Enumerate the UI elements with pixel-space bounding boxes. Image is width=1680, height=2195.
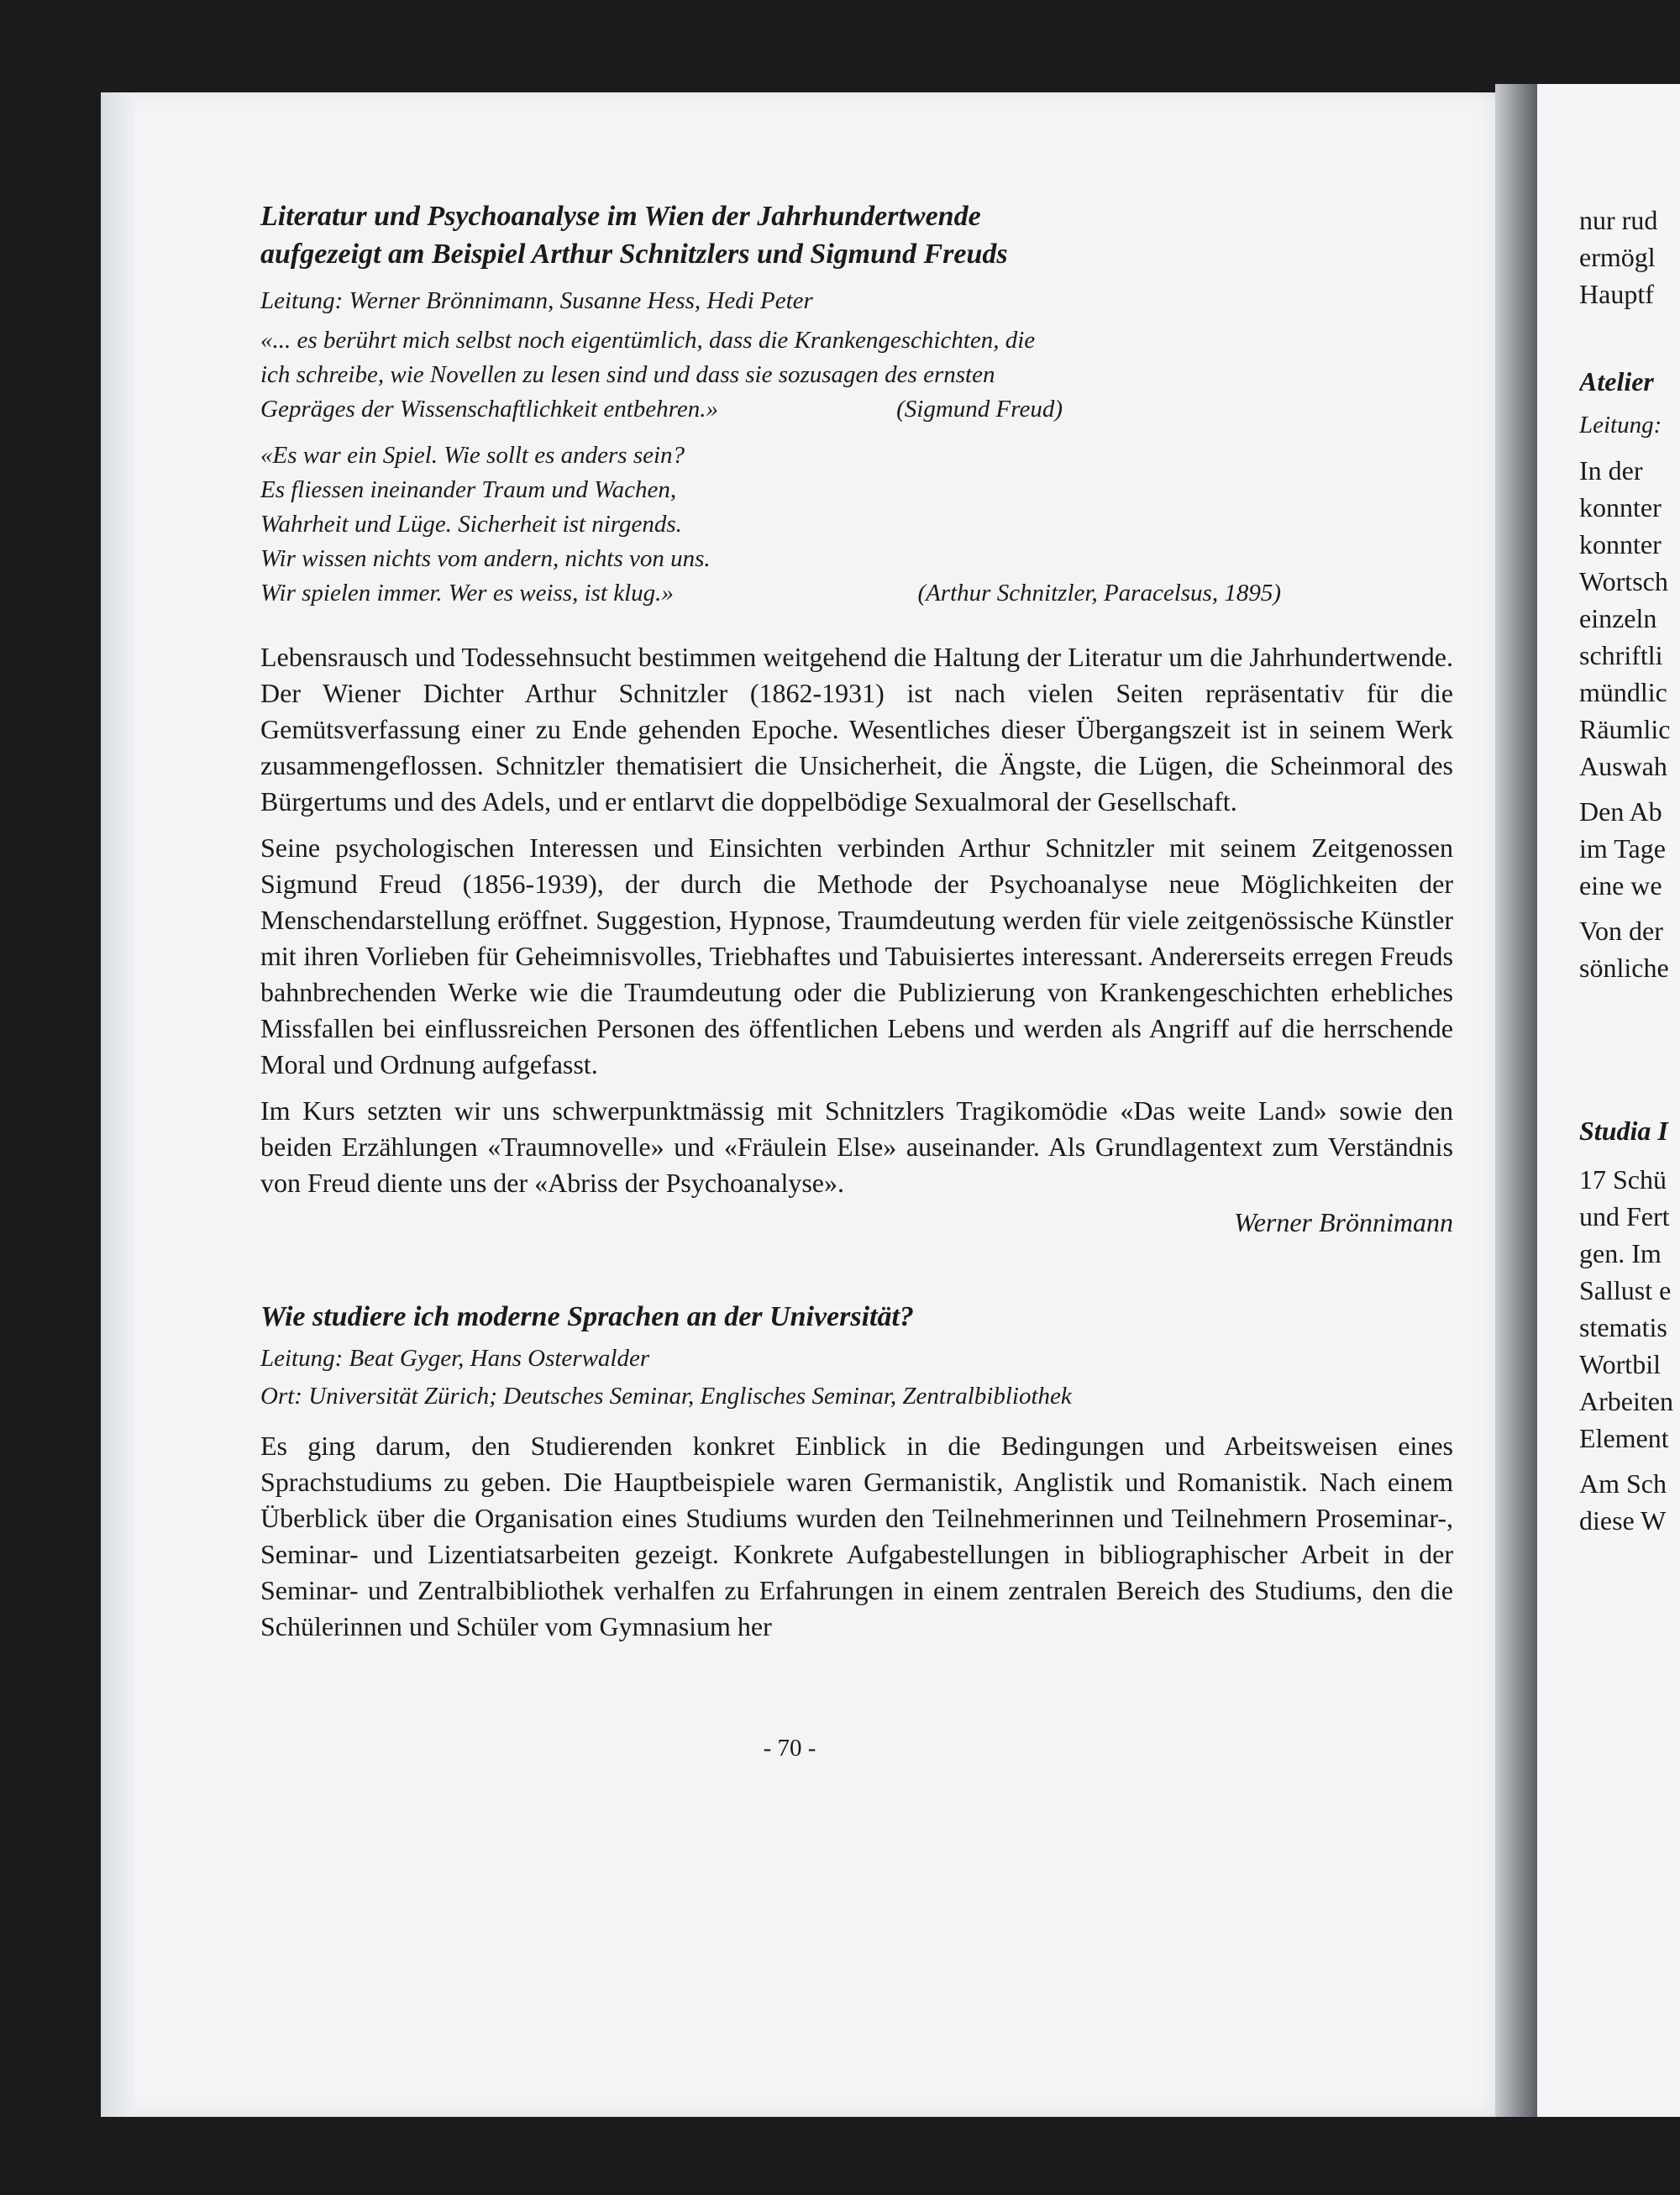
right-line: Auswah — [1579, 751, 1667, 781]
section2 — [260, 1298, 1453, 1645]
right-line: Am Sch — [1579, 1468, 1667, 1499]
right-line: Hauptf — [1579, 279, 1654, 309]
body-paragraph: Es ging darum, den Studierenden konkret Einblick in die Bedingungen und Arbeitsweisen eines Sprachstudiums zu geben. Die Hauptbeispiele waren Germanistik, Anglistik und Romanistik. Nach einem Überblick über die Organisation eines Studiums wurden den Teilnehmerinnen und Teilnehmern Proseminar-, Seminar- und Lizentiatsarbeiten gezeigt. Konkrete Aufgabestellungen in bibliographischer Arbeit in der Seminar- und Zentralbibliothek verhalfen zu Erfahrungen in einem zentralen Bereich des Studiums, den die Schülerinnen und Schüler vom Gymnasium her — [260, 1431, 1453, 1641]
section1-leitung: Leitung: Werner Brönnimann, Susanne Hess, Hedi Peter — [260, 287, 813, 314]
section2-ort: Ort: Universität Zürich; Deutsches Seminar, Englisches Seminar, Zentralbibliothek — [260, 1383, 1072, 1410]
page-number: - 70 - — [763, 1735, 816, 1762]
right-line: nur rud — [1579, 205, 1658, 235]
right-line: In der — [1579, 455, 1643, 486]
quote-line: Es fliessen ineinander Traum und Wachen, — [260, 476, 677, 503]
right-line: sönliche — [1579, 953, 1669, 983]
quote-source: (Sigmund Freud) — [896, 396, 1063, 423]
body-paragraph: Lebensrausch und Todessehnsucht bestimmen weitgehend die Haltung der Literatur um die Jahrhundertwende. Der Wiener Dichter Arthur Schnitzler (1862-1931) ist nach vielen Seiten repräsentativ für die Gemütsverfassung einer zu Ende gehenden Epoche. Wesentliches dieser Übergangszeit ist in seinem Werk zusammengeflossen. Schnitzler thematisiert die Unsicherheit, die Ängste, die Lügen, die Scheinmoral des Bürgertums und des Adels, und er entlarvt die doppelbödige Sexualmoral der Gesellschaft. — [260, 642, 1453, 817]
quote-line: Wir wissen nichts vom andern, nichts von uns. — [260, 545, 711, 572]
section1-title-line2: aufgezeigt am Beispiel Arthur Schnitzlers und Sigmund Freuds — [260, 239, 1008, 270]
right-line: Räumlic — [1579, 714, 1671, 744]
right-line: und Fert — [1579, 1201, 1670, 1231]
section1-title-line1: Literatur und Psychoanalyse im Wien der Jahrhundertwende — [260, 201, 981, 232]
section1-title — [260, 197, 1453, 273]
quote-source: (Arthur Schnitzler, Paracelsus, 1895) — [917, 580, 1281, 607]
right-line: Von der — [1579, 916, 1663, 946]
quote-line: «... es berührt mich selbst noch eigentümlich, dass die Krankengeschichten, die — [260, 327, 1036, 354]
quote-line: Wahrheit und Lüge. Sicherheit ist nirgends. — [260, 511, 682, 538]
right-line: schriftli — [1579, 640, 1663, 670]
schnitzler-quote — [260, 438, 1453, 611]
right-line: Arbeiten — [1579, 1386, 1673, 1416]
page-edge — [101, 92, 134, 2117]
right-page-content — [1579, 202, 1680, 1539]
right-leitung: Leitung: — [1579, 412, 1662, 438]
section2-title: Wie studiere ich moderne Sprachen an der Universität? — [260, 1301, 914, 1332]
author-signature: Werner Brönnimann — [1233, 1207, 1453, 1237]
right-line: konnter — [1579, 529, 1662, 559]
right-line: 17 Schü — [1579, 1164, 1667, 1195]
right-line: Wortbil — [1579, 1349, 1661, 1379]
right-line: stematis — [1579, 1312, 1667, 1342]
left-page-content — [260, 197, 1453, 1655]
right-title: Atelier — [1579, 366, 1654, 396]
right-line: einzeln — [1579, 603, 1657, 633]
right-line: ermögl — [1579, 242, 1656, 272]
right-line: im Tage — [1579, 833, 1666, 864]
right-line: Sallust e — [1579, 1275, 1672, 1305]
body-paragraph: Im Kurs setzten wir uns schwerpunktmässig mit Schnitzlers Tragikomödie «Das weite Land» sowie den beiden Erzählungen «Traumnovelle» und «Fräulein Else» auseinander. Als Grundlagentext zum Verständnis von Freud diente uns der «Abriss der Psychoanalyse». — [260, 1095, 1453, 1198]
right-line: mündlic — [1579, 677, 1667, 707]
quote-line: «Es war ein Spiel. Wie sollt es anders sein? — [260, 442, 685, 469]
quote-line: ich schreibe, wie Novellen zu lesen sind und dass sie sozusagen des ernsten — [260, 361, 995, 388]
quote-line: Wir spielen immer. Wer es weiss, ist klug.» — [260, 580, 674, 607]
right-line: konnter — [1579, 492, 1662, 522]
section2-leitung: Leitung: Beat Gyger, Hans Osterwalder — [260, 1345, 650, 1372]
right-line: diese W — [1579, 1505, 1667, 1536]
right-line: Den Ab — [1579, 796, 1662, 827]
right-line: Element — [1579, 1423, 1669, 1453]
right-line: gen. Im — [1579, 1238, 1662, 1268]
right-line: eine we — [1579, 870, 1662, 901]
section1-body — [260, 639, 1453, 1201]
body-paragraph: Seine psychologischen Interessen und Einsichten verbinden Arthur Schnitzler mit seinem Zeitgenossen Sigmund Freud (1856-1939), der durch die Methode der Psychoanalyse neue Möglichkeiten der Menschendarstellung eröffnet. Suggestion, Hypnose, Traumdeutung werden für viele zeitgenössische Künstler mit ihren Vorlieben für Geheimnisvolles, Triebhaftes und Tabuisiertes interessant. Andererseits erregen Freuds bahnbrechenden Werke wie die Traumdeutung oder die Publizierung von Krankengeschichten erhebliches Missfallen bei einflussreichen Personen des öffentlichen Lebens und werden als Angriff auf die herrschende Moral und Ordnung aufgefasst. — [260, 832, 1453, 1079]
right-line: Wortsch — [1579, 566, 1668, 596]
right-title: Studia I — [1579, 1116, 1668, 1146]
freud-quote — [260, 323, 1453, 427]
quote-line: Gepräges der Wissenschaftlichkeit entbehren.» — [260, 396, 718, 423]
